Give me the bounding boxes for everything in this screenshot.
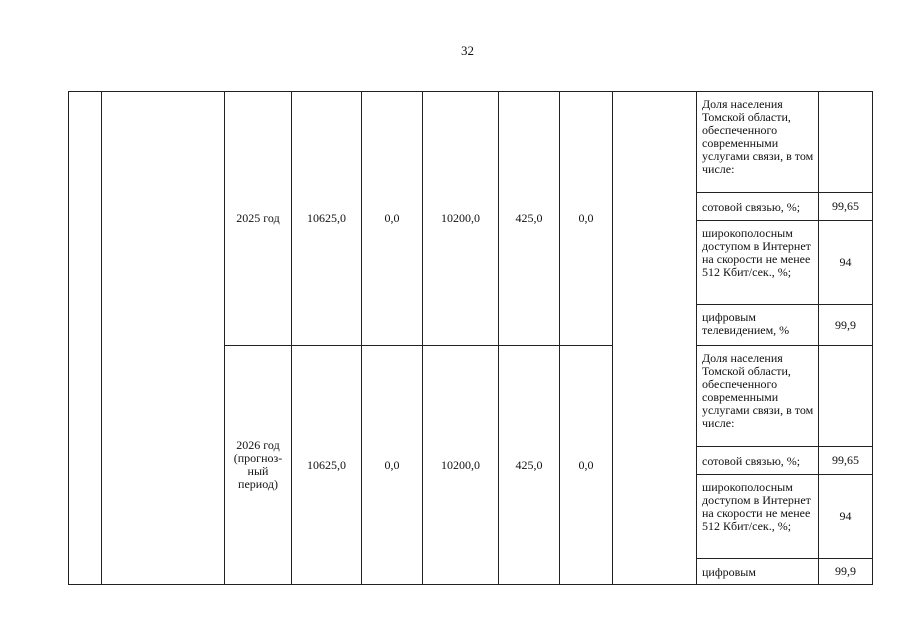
year-cell: 2025 год	[225, 92, 292, 346]
table-row	[69, 92, 873, 193]
indicator-name-cell: сотовой связью, %;	[697, 447, 819, 475]
indicator-value-cell: 94	[819, 221, 873, 305]
local-budget-cell: 425,0	[499, 92, 560, 346]
indicator-name-cell: широкополосным доступом в Интернет на скорости не менее 512 Кбит/сек., %;	[697, 221, 819, 305]
responsible-executor-cell	[613, 92, 697, 585]
row-number-cell	[69, 92, 102, 585]
regional-budget-cell: 10200,0	[423, 92, 499, 346]
regional-budget-cell: 10200,0	[423, 346, 499, 585]
indicator-value-cell: 99,65	[819, 193, 873, 221]
total-funding-cell: 10625,0	[292, 346, 362, 585]
other-sources-cell: 0,0	[560, 346, 613, 585]
indicator-value-cell	[819, 92, 873, 193]
indicator-name-cell: цифровым телевидением, %	[697, 305, 819, 346]
page-number: 32	[461, 43, 474, 58]
indicator-name-cell: Доля населения Томской области, обеспеченного современными услугами связи, в том числе:	[697, 346, 819, 447]
other-sources-cell: 0,0	[560, 92, 613, 346]
indicator-name-cell: цифровым	[697, 559, 819, 585]
task-name-cell	[102, 92, 225, 585]
indicator-name-cell: сотовой связью, %;	[697, 193, 819, 221]
federal-budget-cell: 0,0	[362, 346, 423, 585]
indicator-name-cell: широкополосным доступом в Интернет на скорости не менее 512 Кбит/сек., %;	[697, 475, 819, 559]
year-cell: 2026 год (прогноз- ный период)	[225, 346, 292, 585]
indicator-value-cell: 94	[819, 475, 873, 559]
indicator-name-cell: Доля населения Томской области, обеспеченного современными услугами связи, в том числе:	[697, 92, 819, 193]
indicator-value-cell	[819, 346, 873, 447]
indicator-value-cell: 99,9	[819, 559, 873, 585]
indicator-value-cell: 99,65	[819, 447, 873, 475]
local-budget-cell: 425,0	[499, 346, 560, 585]
indicator-value-cell: 99,9	[819, 305, 873, 346]
program-funding-table	[68, 91, 873, 585]
total-funding-cell: 10625,0	[292, 92, 362, 346]
federal-budget-cell: 0,0	[362, 92, 423, 346]
